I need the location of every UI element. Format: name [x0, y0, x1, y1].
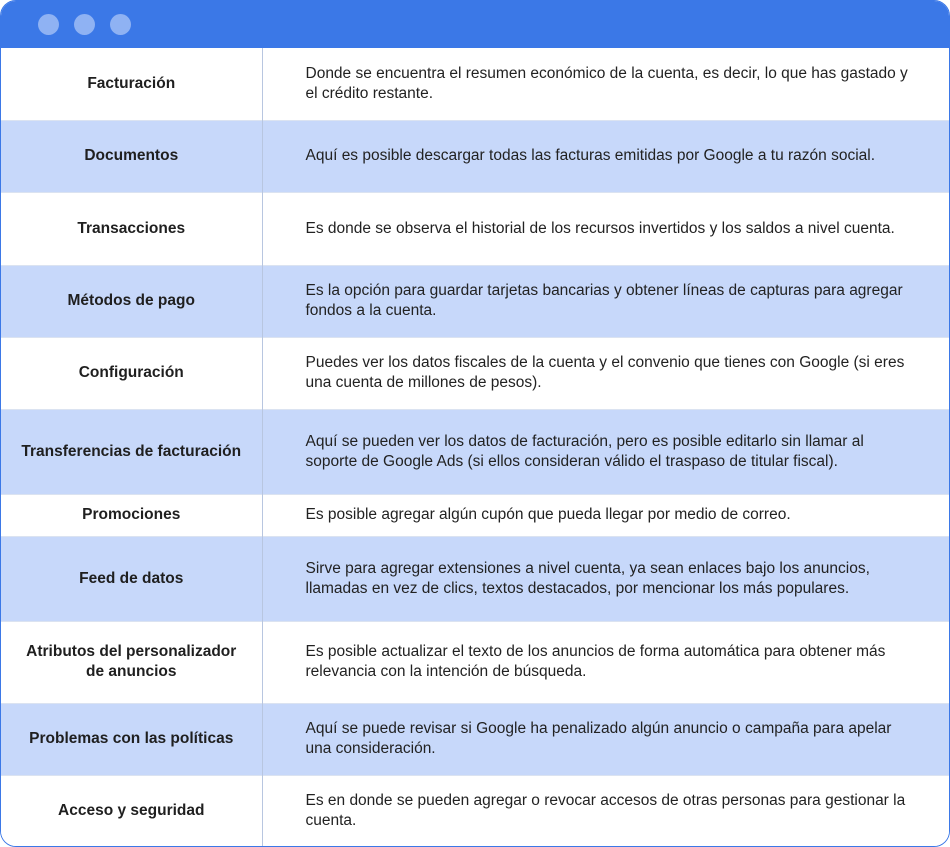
table-row [1, 494, 949, 536]
billing-sections-table [1, 48, 949, 847]
row-label: Problemas con las políticas [1, 703, 262, 775]
window-dot-icon[interactable] [38, 14, 59, 35]
table-row [1, 192, 949, 265]
row-description: Es donde se observa el historial de los recursos invertidos y los saldos a nivel cuenta. [262, 192, 949, 265]
row-description: Aquí es posible descargar todas las facturas emitidas por Google a tu razón social. [262, 120, 949, 192]
table-row [1, 265, 949, 337]
row-description: Es la opción para guardar tarjetas bancarias y obtener líneas de capturas para agregar fondos a la cuenta. [262, 265, 949, 337]
row-label: Promociones [1, 494, 262, 536]
row-description: Aquí se puede revisar si Google ha penalizado algún anuncio o campaña para apelar una consideración. [262, 703, 949, 775]
row-label: Configuración [1, 337, 262, 409]
row-label: Facturación [1, 48, 262, 120]
table-row [1, 775, 949, 847]
row-label: Atributos del personalizador de anuncios [1, 621, 262, 703]
row-label: Acceso y seguridad [1, 775, 262, 847]
row-label: Métodos de pago [1, 265, 262, 337]
row-description: Es posible actualizar el texto de los anuncios de forma automática para obtener más relevancia con la intención de búsqueda. [262, 621, 949, 703]
table-row [1, 409, 949, 494]
row-label: Feed de datos [1, 536, 262, 621]
table-row [1, 337, 949, 409]
table-row [1, 48, 949, 120]
row-description: Puedes ver los datos fiscales de la cuenta y el convenio que tienes con Google (si eres una cuenta de millones de pesos). [262, 337, 949, 409]
title-bar [1, 1, 949, 48]
row-label: Documentos [1, 120, 262, 192]
row-description: Aquí se pueden ver los datos de facturación, pero es posible editarlo sin llamar al soporte de Google Ads (si ellos consideran válido el traspaso de titular fiscal). [262, 409, 949, 494]
row-description: Es posible agregar algún cupón que pueda llegar por medio de correo. [262, 494, 949, 536]
table-row [1, 536, 949, 621]
row-description: Sirve para agregar extensiones a nivel cuenta, ya sean enlaces bajo los anuncios, llamadas en vez de clics, textos destacados, por mencionar los más populares. [262, 536, 949, 621]
row-label: Transacciones [1, 192, 262, 265]
table-row [1, 621, 949, 703]
table-row [1, 703, 949, 775]
window-dot-icon[interactable] [110, 14, 131, 35]
row-description: Donde se encuentra el resumen económico de la cuenta, es decir, lo que has gastado y el crédito restante. [262, 48, 949, 120]
row-label: Transferencias de facturación [1, 409, 262, 494]
window-dot-icon[interactable] [74, 14, 95, 35]
table-row [1, 120, 949, 192]
row-description: Es en donde se pueden agregar o revocar accesos de otras personas para gestionar la cuenta. [262, 775, 949, 847]
